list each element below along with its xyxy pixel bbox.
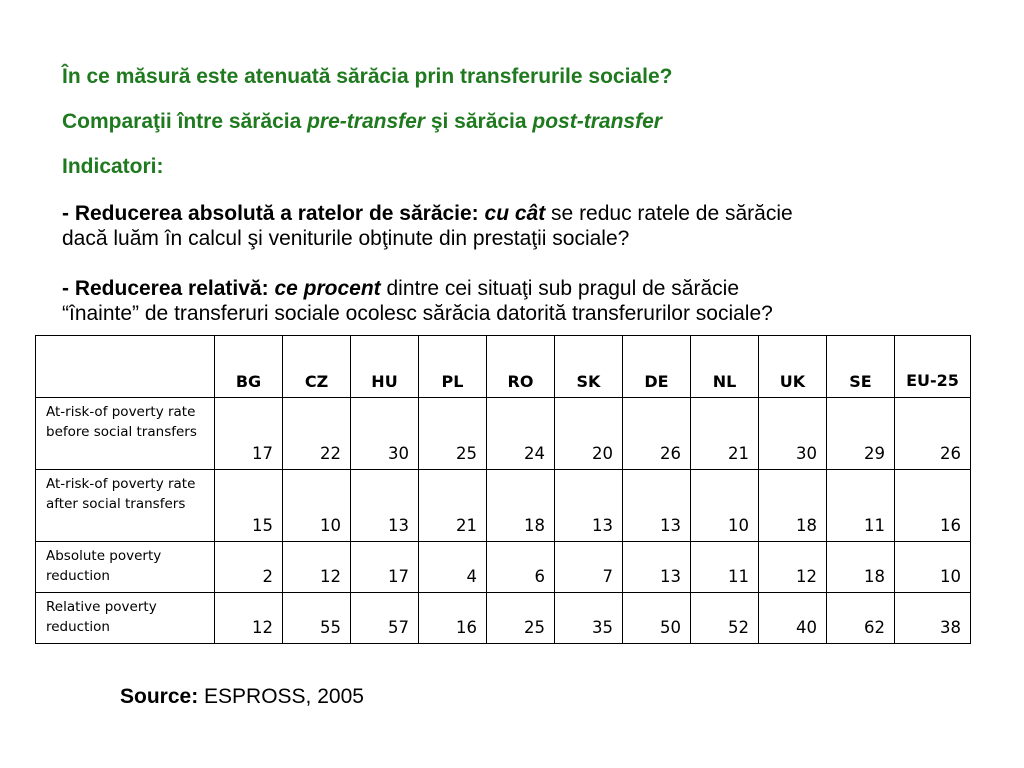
table-cell: 38	[895, 593, 971, 644]
table-cell: 24	[487, 398, 555, 470]
table-cell: 25	[487, 593, 555, 644]
point-label: - Reducerea absolută a ratelor de sărăcie:	[62, 202, 485, 225]
table-cell: 11	[827, 470, 895, 542]
table-cell: 12	[759, 542, 827, 593]
table-cell: 57	[351, 593, 419, 644]
table-cell: 13	[555, 470, 623, 542]
table-cell: 12	[283, 542, 351, 593]
point-text-line2: dacă luăm în calcul şi veniturile obţinute din prestaţii sociale?	[62, 227, 630, 250]
column-header: PL	[419, 336, 487, 398]
table-cell: 30	[759, 398, 827, 470]
comparison-pre-transfer: pre-transfer	[307, 110, 425, 133]
column-header: UK	[759, 336, 827, 398]
table-cell: 50	[623, 593, 691, 644]
table-cell: 62	[827, 593, 895, 644]
source-text: ESPROSS, 2005	[198, 685, 364, 708]
table-header-row	[36, 336, 971, 398]
source-label: Source:	[120, 685, 199, 708]
table-cell: 6	[487, 542, 555, 593]
table-cell: 13	[623, 470, 691, 542]
table-cell: 21	[691, 398, 759, 470]
table-cell: 29	[827, 398, 895, 470]
point-text: dintre cei situaţi sub pragul de sărăcie	[380, 277, 740, 300]
column-header: DE	[623, 336, 691, 398]
table-cell: 10	[895, 542, 971, 593]
point-relative-reduction	[62, 276, 773, 326]
table-row	[36, 542, 971, 593]
header-empty-cell	[36, 336, 215, 398]
column-header: HU	[351, 336, 419, 398]
table-cell: 15	[215, 470, 283, 542]
row-label: Absolute poverty reduction	[36, 542, 215, 593]
table-cell: 21	[419, 470, 487, 542]
question-title: În ce măsură este atenuată sărăcia prin transferurile sociale?	[62, 65, 673, 88]
table-row	[36, 398, 971, 470]
comparison-text-2: şi sărăcia	[424, 110, 533, 133]
table-cell: 40	[759, 593, 827, 644]
poverty-reduction-table	[35, 335, 971, 644]
table-cell: 16	[419, 593, 487, 644]
column-header: SE	[827, 336, 895, 398]
table-cell: 20	[555, 398, 623, 470]
point-label: - Reducerea relativă:	[62, 277, 275, 300]
point-emphasis: cu cât	[484, 202, 546, 225]
table-row	[36, 470, 971, 542]
source-citation	[120, 684, 364, 709]
table-cell: 35	[555, 593, 623, 644]
row-label: Relative poverty reduction	[36, 593, 215, 644]
table-cell: 13	[623, 542, 691, 593]
comparison-post-transfer: post-transfer	[532, 110, 662, 133]
column-header: NL	[691, 336, 759, 398]
indicators-heading: Indicatori:	[62, 155, 164, 178]
column-header: SK	[555, 336, 623, 398]
table-cell: 18	[827, 542, 895, 593]
table-cell: 26	[895, 398, 971, 470]
table-cell: 16	[895, 470, 971, 542]
table-cell: 25	[419, 398, 487, 470]
table-cell: 10	[691, 470, 759, 542]
table-cell: 22	[283, 398, 351, 470]
table-cell: 26	[623, 398, 691, 470]
table-cell: 13	[351, 470, 419, 542]
column-header: RO	[487, 336, 555, 398]
table-cell: 10	[283, 470, 351, 542]
table-cell: 7	[555, 542, 623, 593]
table-cell: 17	[215, 398, 283, 470]
table-cell: 52	[691, 593, 759, 644]
column-header: BG	[215, 336, 283, 398]
table-cell: 4	[419, 542, 487, 593]
table-cell: 17	[351, 542, 419, 593]
column-header: CZ	[283, 336, 351, 398]
point-absolute-reduction	[62, 201, 793, 251]
comparison-text-1: Comparaţii între sărăcia	[62, 110, 308, 133]
table-cell: 11	[691, 542, 759, 593]
point-text: se reduc ratele de sărăcie	[545, 202, 793, 225]
table-cell: 12	[215, 593, 283, 644]
row-label: At-risk-of poverty rate after social transfers	[36, 470, 215, 542]
point-text-line2: “înainte” de transferuri sociale ocolesc sărăcia datorită transferurilor sociale?	[62, 302, 773, 325]
comparison-heading	[62, 109, 662, 134]
table-cell: 55	[283, 593, 351, 644]
table-cell: 2	[215, 542, 283, 593]
table-cell: 18	[759, 470, 827, 542]
row-label: At-risk-of poverty rate before social transfers	[36, 398, 215, 470]
table-cell: 30	[351, 398, 419, 470]
point-emphasis: ce procent	[274, 277, 381, 300]
column-header: EU-25	[895, 336, 971, 398]
table-cell: 18	[487, 470, 555, 542]
table-row	[36, 593, 971, 644]
